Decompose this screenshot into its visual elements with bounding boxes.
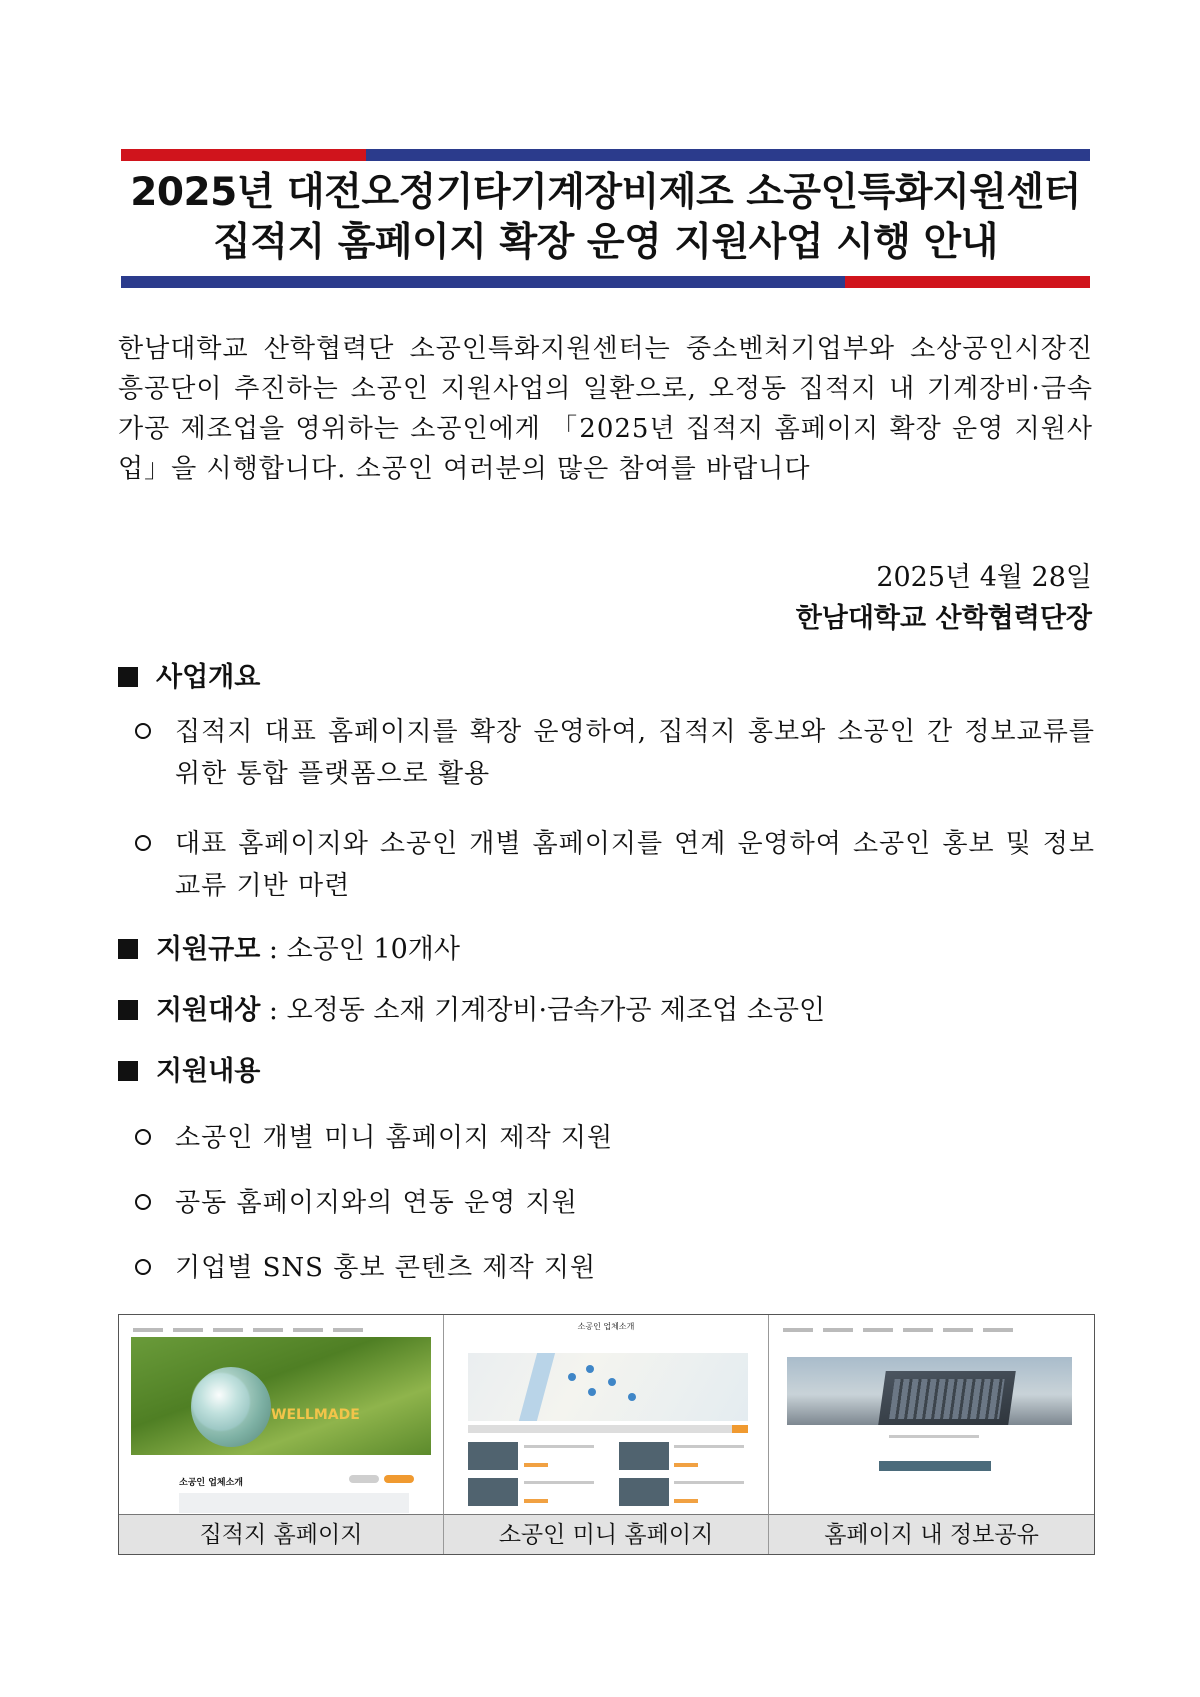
cluster-homepage-thumbnail [119, 1315, 444, 1514]
caption-info-sharing: 홈페이지 내 정보공유 [769, 1514, 1094, 1554]
square-bullet-icon [118, 939, 138, 959]
thumbnail-map [179, 1493, 409, 1513]
hero-image [787, 1357, 1072, 1425]
section-heading: 사업개요 [156, 662, 261, 693]
hero-image [131, 1337, 431, 1455]
title-bar-red-segment [121, 149, 366, 161]
map-river [519, 1353, 555, 1421]
map-pin-icon [568, 1373, 576, 1381]
separator: : [260, 934, 287, 965]
circle-bullet-icon [135, 835, 151, 851]
map-pin-icon [628, 1393, 636, 1401]
thumbnail-pill [384, 1475, 414, 1483]
thumbnail-tag [524, 1499, 548, 1503]
thumbnail-nav [783, 1321, 1084, 1339]
list-item-text: 공동 홈페이지와의 연동 운영 지원 [175, 1188, 578, 1218]
square-bullet-icon [118, 1000, 138, 1020]
section-overview [118, 660, 260, 696]
list-item-text: 기업별 SNS 홍보 콘텐츠 제작 지원 [175, 1253, 597, 1283]
title-line-2: 집적지 홈페이지 확장 운영 지원사업 시행 안내 [213, 220, 998, 265]
hero-watermark: WELLMADE [271, 1407, 360, 1423]
info-sharing-thumbnail [769, 1315, 1094, 1514]
map-pin-icon [588, 1388, 596, 1396]
thumbnail-card [619, 1478, 669, 1506]
title-bar-blue-segment [366, 149, 1090, 161]
mini-homepage-thumbnail [444, 1315, 769, 1514]
title-bar-red-segment [845, 276, 1090, 288]
map-pin-icon [586, 1365, 594, 1373]
thumbnail-text-line [524, 1445, 594, 1448]
thumbnail-tag [524, 1463, 548, 1467]
section-value: 오정동 소재 기계장비·금속가공 제조업 소공인 [286, 995, 826, 1026]
section-heading: 지원대상 [156, 995, 261, 1026]
building-image [878, 1371, 1016, 1425]
screenshot-table [118, 1314, 1095, 1555]
title-line-1: 2025년 대전오정기타기계장비제조 소공인특화지원센터 [130, 170, 1081, 215]
title-bottom-bar [121, 276, 1090, 288]
map-pin-icon [608, 1378, 616, 1386]
list-item-text: 소공인 개별 미니 홈페이지 제작 지원 [175, 1123, 614, 1153]
intro-paragraph: 한남대학교 산학협력단 소공인특화지원센터는 중소벤처기업부와 소상공인시장진흥공단이 추진하는 소공인 지원사업의 일환으로, 오정동 집적지 내 기계장비·금속가공 제조업을 영위하는 소공인에게 「2025년 집적지 홈페이지 확장 운영 지원사업」을 시행합니다. 소공인 여러분의 많은 참여를 바랍니다 [118, 334, 1093, 484]
square-bullet-icon [118, 1061, 138, 1081]
title-top-bar [121, 149, 1090, 161]
circle-bullet-icon [135, 1194, 151, 1210]
thumbnail-title: 소공인 업체소개 [577, 1322, 635, 1331]
date: 2025년 4월 28일 [876, 562, 1092, 593]
list-item [135, 1182, 1095, 1224]
circle-bullet-icon [135, 1259, 151, 1275]
organization: 한남대학교 산학협력단장 [795, 603, 1092, 634]
list-item [135, 711, 1095, 795]
section-content [118, 1054, 260, 1090]
section-heading: 지원내용 [156, 1056, 261, 1087]
thumbnail-text-line [524, 1481, 594, 1484]
thumbnail-section-label: 소공인 업체소개 [179, 1478, 243, 1488]
section-scale [118, 932, 460, 968]
thumbnail-tag [674, 1499, 698, 1503]
thumbnail-search-bar [468, 1425, 748, 1433]
title-bar-blue-segment [121, 276, 845, 288]
square-bullet-icon [118, 667, 138, 687]
thumbnail-text-line [674, 1445, 744, 1448]
globe-image [191, 1367, 271, 1447]
list-item-text: 집적지 대표 홈페이지를 확장 운영하여, 집적지 홍보와 소공인 간 정보교류를 위한 통합 플랫폼으로 활용 [175, 717, 1095, 789]
thumbnail-text-line [889, 1435, 979, 1438]
thumbnail-card [468, 1478, 518, 1506]
list-item-text: 대표 홈페이지와 소공인 개별 홈페이지를 연계 운영하여 소공인 홍보 및 정보교류 기반 마련 [175, 829, 1095, 901]
caption-cluster-homepage: 집적지 홈페이지 [119, 1514, 444, 1554]
caption-mini-homepage: 소공인 미니 홈페이지 [444, 1514, 769, 1554]
circle-bullet-icon [135, 723, 151, 739]
list-item [135, 1247, 1095, 1289]
circle-bullet-icon [135, 1129, 151, 1145]
section-heading: 지원규모 [156, 934, 261, 965]
thumbnail-card [468, 1442, 518, 1470]
thumbnail-text-line [674, 1481, 744, 1484]
thumbnail-pill [349, 1475, 379, 1483]
thumbnail-card [619, 1442, 669, 1470]
thumbnail-button [879, 1461, 991, 1471]
list-item [135, 1117, 1095, 1159]
document-title [121, 168, 1090, 268]
thumbnail-tag [674, 1463, 698, 1467]
thumbnail-map [468, 1353, 748, 1421]
list-item [135, 823, 1095, 907]
separator: : [260, 995, 287, 1026]
signature-block [796, 557, 1092, 639]
section-target [118, 993, 825, 1029]
section-value: 소공인 10개사 [286, 934, 460, 965]
